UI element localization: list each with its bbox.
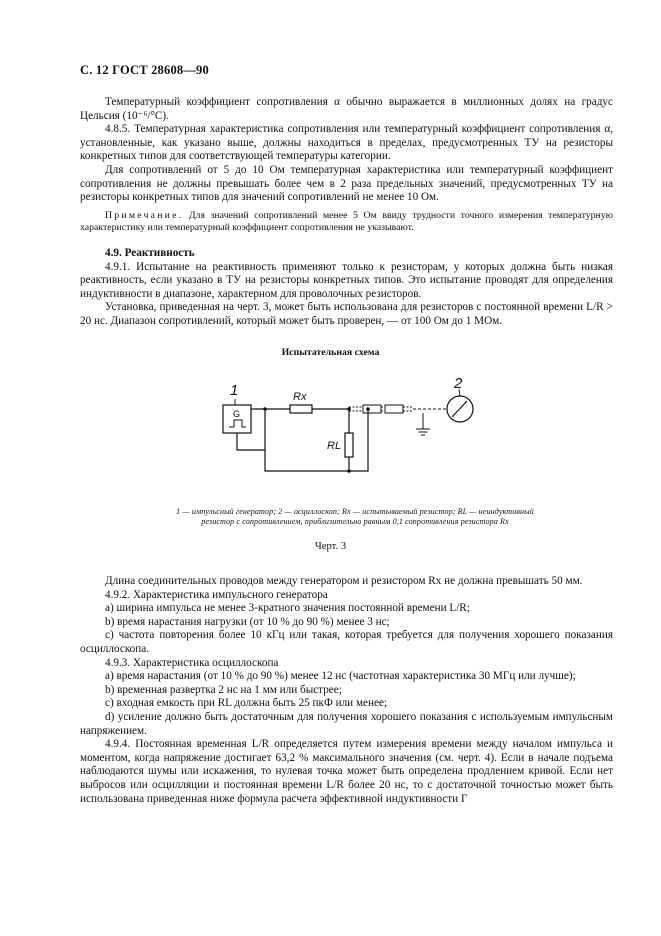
pulse-icon bbox=[229, 420, 246, 427]
paragraph: Для сопротивлений от 5 до 10 Ом температурная характеристика или температурный коэффициент сопротивления не должны превышать более чем в 2 раза предельных значений, предусмотренных ТУ на резисторы конкретных типов для значений сопротивлений не менее 10 Ом. bbox=[80, 163, 613, 204]
text-block-mid bbox=[80, 247, 613, 329]
label-rx: Rx bbox=[293, 391, 307, 403]
list-item: b) временная развертка 2 нс на 1 мм или быстрее; bbox=[105, 683, 342, 696]
list-item: а) ширина импульса не менее 3-кратного значения постоянной времени L/R; bbox=[105, 602, 470, 615]
label-oscilloscope-number: 2 bbox=[454, 375, 463, 392]
section-title: 4.9. Реактивность bbox=[105, 247, 195, 259]
resistor-rl bbox=[345, 433, 353, 457]
label-g: G bbox=[233, 409, 241, 419]
ground-icon bbox=[416, 429, 430, 435]
paragraph: Установка, приведенная на черт. 3, может быть использована для резисторов с постоянной времени L/R > 20 нс. Диапазон сопротивлений, который может быть проверен, — от 100 Ом до 1 МОм. bbox=[80, 301, 613, 327]
list-item: d) усиление должно быть достаточным для получения хорошего показания с используемым импульсным напряжением. bbox=[80, 710, 613, 737]
label-generator-number: 1 bbox=[230, 382, 239, 399]
figure-legend bbox=[120, 507, 590, 527]
resistor-rx bbox=[290, 405, 312, 413]
figure-legend-line: резистор с сопротивлением, приблизительно равным 0,1 сопротивления резистора Rx bbox=[201, 517, 509, 527]
list-item: с) частота повторения более 10 кГц или такая, которая требуется для получения хорошего показания осциллоскопа. bbox=[80, 629, 613, 655]
figure-caption: Испытательная схема bbox=[281, 347, 380, 358]
paragraph: Длина соединительных проводов между генератором и резистором Rx не должна превышать 50 мм. bbox=[105, 575, 583, 587]
note-block bbox=[80, 210, 613, 235]
list-item: а) время нарастания (от 10 % до 90 %) менее 12 нс (частотная характеристика 30 МГц или лучше); bbox=[105, 670, 576, 683]
label-rl: RL bbox=[327, 440, 342, 452]
text-block-bottom bbox=[80, 575, 613, 806]
paragraph: 4.9.3. Характеристика осциллоскопа bbox=[105, 656, 279, 669]
paragraph: 4.9.2. Характеристика импульсного генератора bbox=[105, 588, 328, 601]
note-label: Примечание. bbox=[105, 210, 184, 221]
paragraph: Температурный коэффициент сопротивления α обычно выражается в миллионных долях на градус Цельсия (10⁻⁶/°С). bbox=[80, 96, 613, 122]
text-block-top bbox=[80, 96, 613, 205]
figure-legend-line: 1 — импульсный генератор; 2 — осциллоскоп; Rx — испытываемый резистор; RL — неиндуктивный bbox=[176, 507, 534, 516]
paragraph: 4.9.4. Постоянная временная L/R определяется путем измерения времени между началом импульса и моментом, когда напряжение достигает 63,2 % максимального значения (см. черт. 4). Если в начале подъема наблюдаются шумы или искажения, то нулевая точка может быть определена продлением кривой. Если нет выбросов или осцилляции и постоянная времени L/R более 20 нс, то с достаточной точностью может быть использована приведенная ниже формула расчета эффективной индуктивности Г bbox=[80, 738, 613, 805]
paragraph: 4.8.5. Температурная характеристика сопротивления или температурный коэффициент сопротивления α, установленные, как указано выше, должны находиться в пределах, предусмотренных ТУ на резисторы конкретных типов для соответствующей температуры категории. bbox=[80, 123, 613, 163]
note-text: Для значений сопротивлений менее 5 Ом ввиду трудности точного измерения температурную характеристику или температурный коэффициент сопротивления не указывают. bbox=[80, 210, 613, 234]
list-item: с) входная емкость при RL должна быть 25 пкФ или менее; bbox=[105, 697, 388, 710]
figure-number: Черт. 3 bbox=[314, 541, 347, 552]
paragraph: 4.9.1. Испытание на реактивность применяют только к резисторам, у которых должна быть низкая реактивность, если указано в ТУ на резисторы конкретных типов. Это испытание проводят для определения индуктивности в диапазоне, характерном для проволочных резисторов. bbox=[80, 260, 613, 300]
circuit-diagram bbox=[213, 375, 483, 495]
list-item: b) время нарастания нагрузки (от 10 % до 90 %) менее 3 нс; bbox=[105, 615, 390, 628]
page-header: С. 12 ГОСТ 28608—90 bbox=[80, 63, 209, 77]
